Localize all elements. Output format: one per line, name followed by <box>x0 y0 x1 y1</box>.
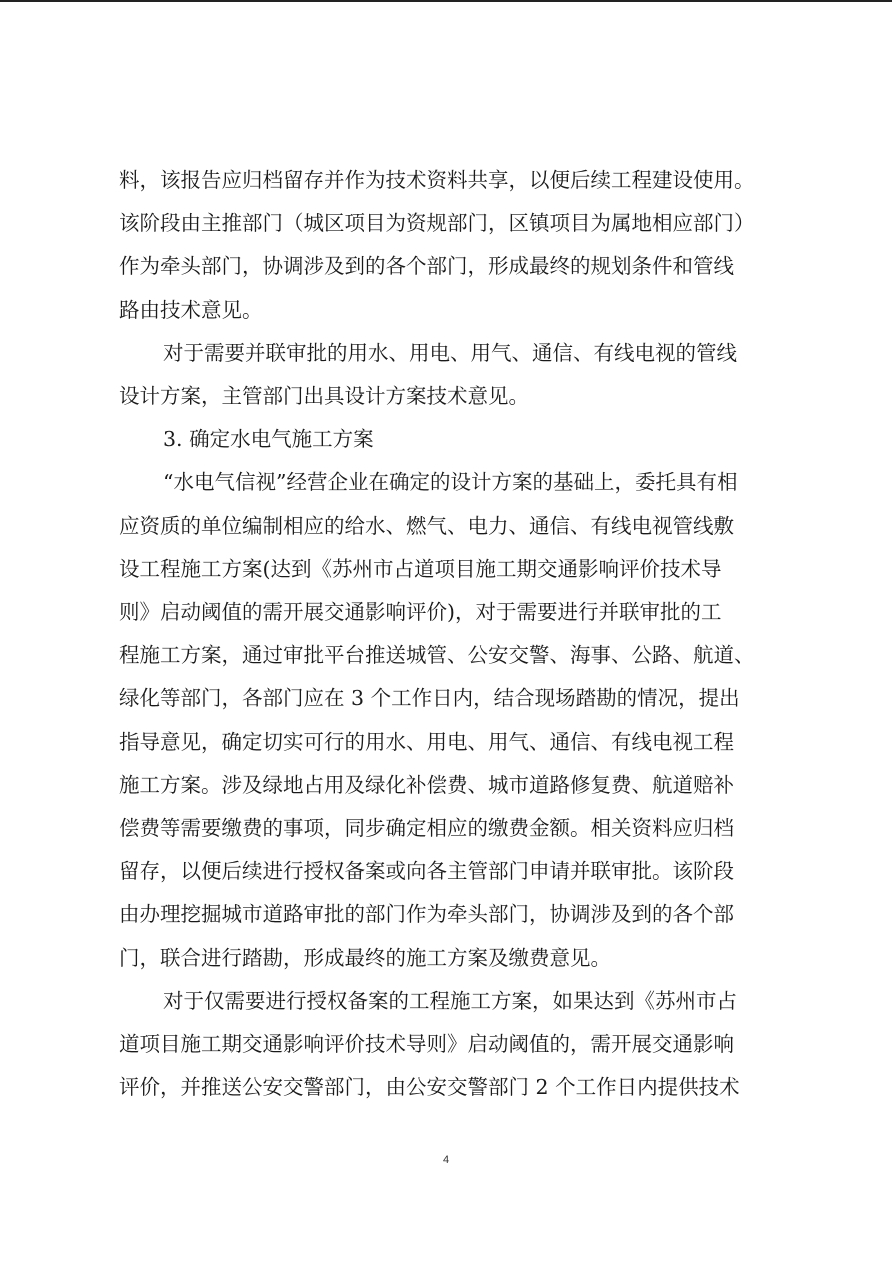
text-line: 设计方案，主管部门出具设计方案技术意见。 <box>119 384 529 408</box>
text-line: 由办理挖掘城市道路审批的部门作为牵头部门，协调涉及到的各个部 <box>119 902 734 926</box>
text-line: 绿化等部门，各部门应在 3 个工作日内，结合现场踏勘的情况，提出 <box>119 686 740 710</box>
text-line: 道项目施工期交通影响评价技术导则》启动阈值的，需开展交通影响 <box>119 1032 734 1056</box>
text-line: “水电气信视”经营企业在确定的设计方案的基础上，委托具有相 <box>163 470 738 494</box>
text-line: 对于仅需要进行授权备案的工程施工方案，如果达到《苏州市占 <box>163 989 737 1013</box>
text-line: 路由技术意见。 <box>119 298 263 322</box>
text-line: 作为牵头部门，协调涉及到的各个部门，形成最终的规划条件和管线 <box>119 254 734 278</box>
text-line: 设工程施工方案(达到《苏州市占道项目施工期交通影响评价技术导 <box>119 557 722 581</box>
text-line: 施工方案。涉及绿地占用及绿化补偿费、城市道路修复费、航道赔补 <box>119 773 734 797</box>
text-line: 应资质的单位编制相应的给水、燃气、电力、通信、有线电视管线敷 <box>119 514 734 538</box>
text-line: 指导意见，确定切实可行的用水、用电、用气、通信、有线电视工程 <box>119 730 734 754</box>
text-line: 评价，并推送公安交警部门，由公安交警部门 2 个工作日内提供技术 <box>119 1075 740 1099</box>
text-line: 该阶段由主推部门（城区项目为资规部门，区镇项目为属地相应部门） <box>119 211 755 235</box>
text-line: 留存，以便后续进行授权备案或向各主管部门申请并联审批。该阶段 <box>119 859 734 883</box>
text-line: 程施工方案，通过审批平台推送城管、公安交警、海事、公路、航道、 <box>119 643 755 667</box>
section-heading: 3. 确定水电气施工方案 <box>163 427 374 451</box>
page-number: 4 <box>442 1154 450 1166</box>
text-line: 料，该报告应归档留存并作为技术资料共享，以便后续工程建设使用。 <box>119 168 755 192</box>
text-line: 偿费等需要缴费的事项，同步确定相应的缴费金额。相关资料应归档 <box>119 816 734 840</box>
text-line: 门，联合进行踏勘，形成最终的施工方案及缴费意见。 <box>119 946 611 970</box>
text-line: 则》启动阈值的需开展交通影响评价)，对于需要进行并联审批的工 <box>119 600 722 624</box>
text-line: 对于需要并联审批的用水、用电、用气、通信、有线电视的管线 <box>163 341 737 365</box>
